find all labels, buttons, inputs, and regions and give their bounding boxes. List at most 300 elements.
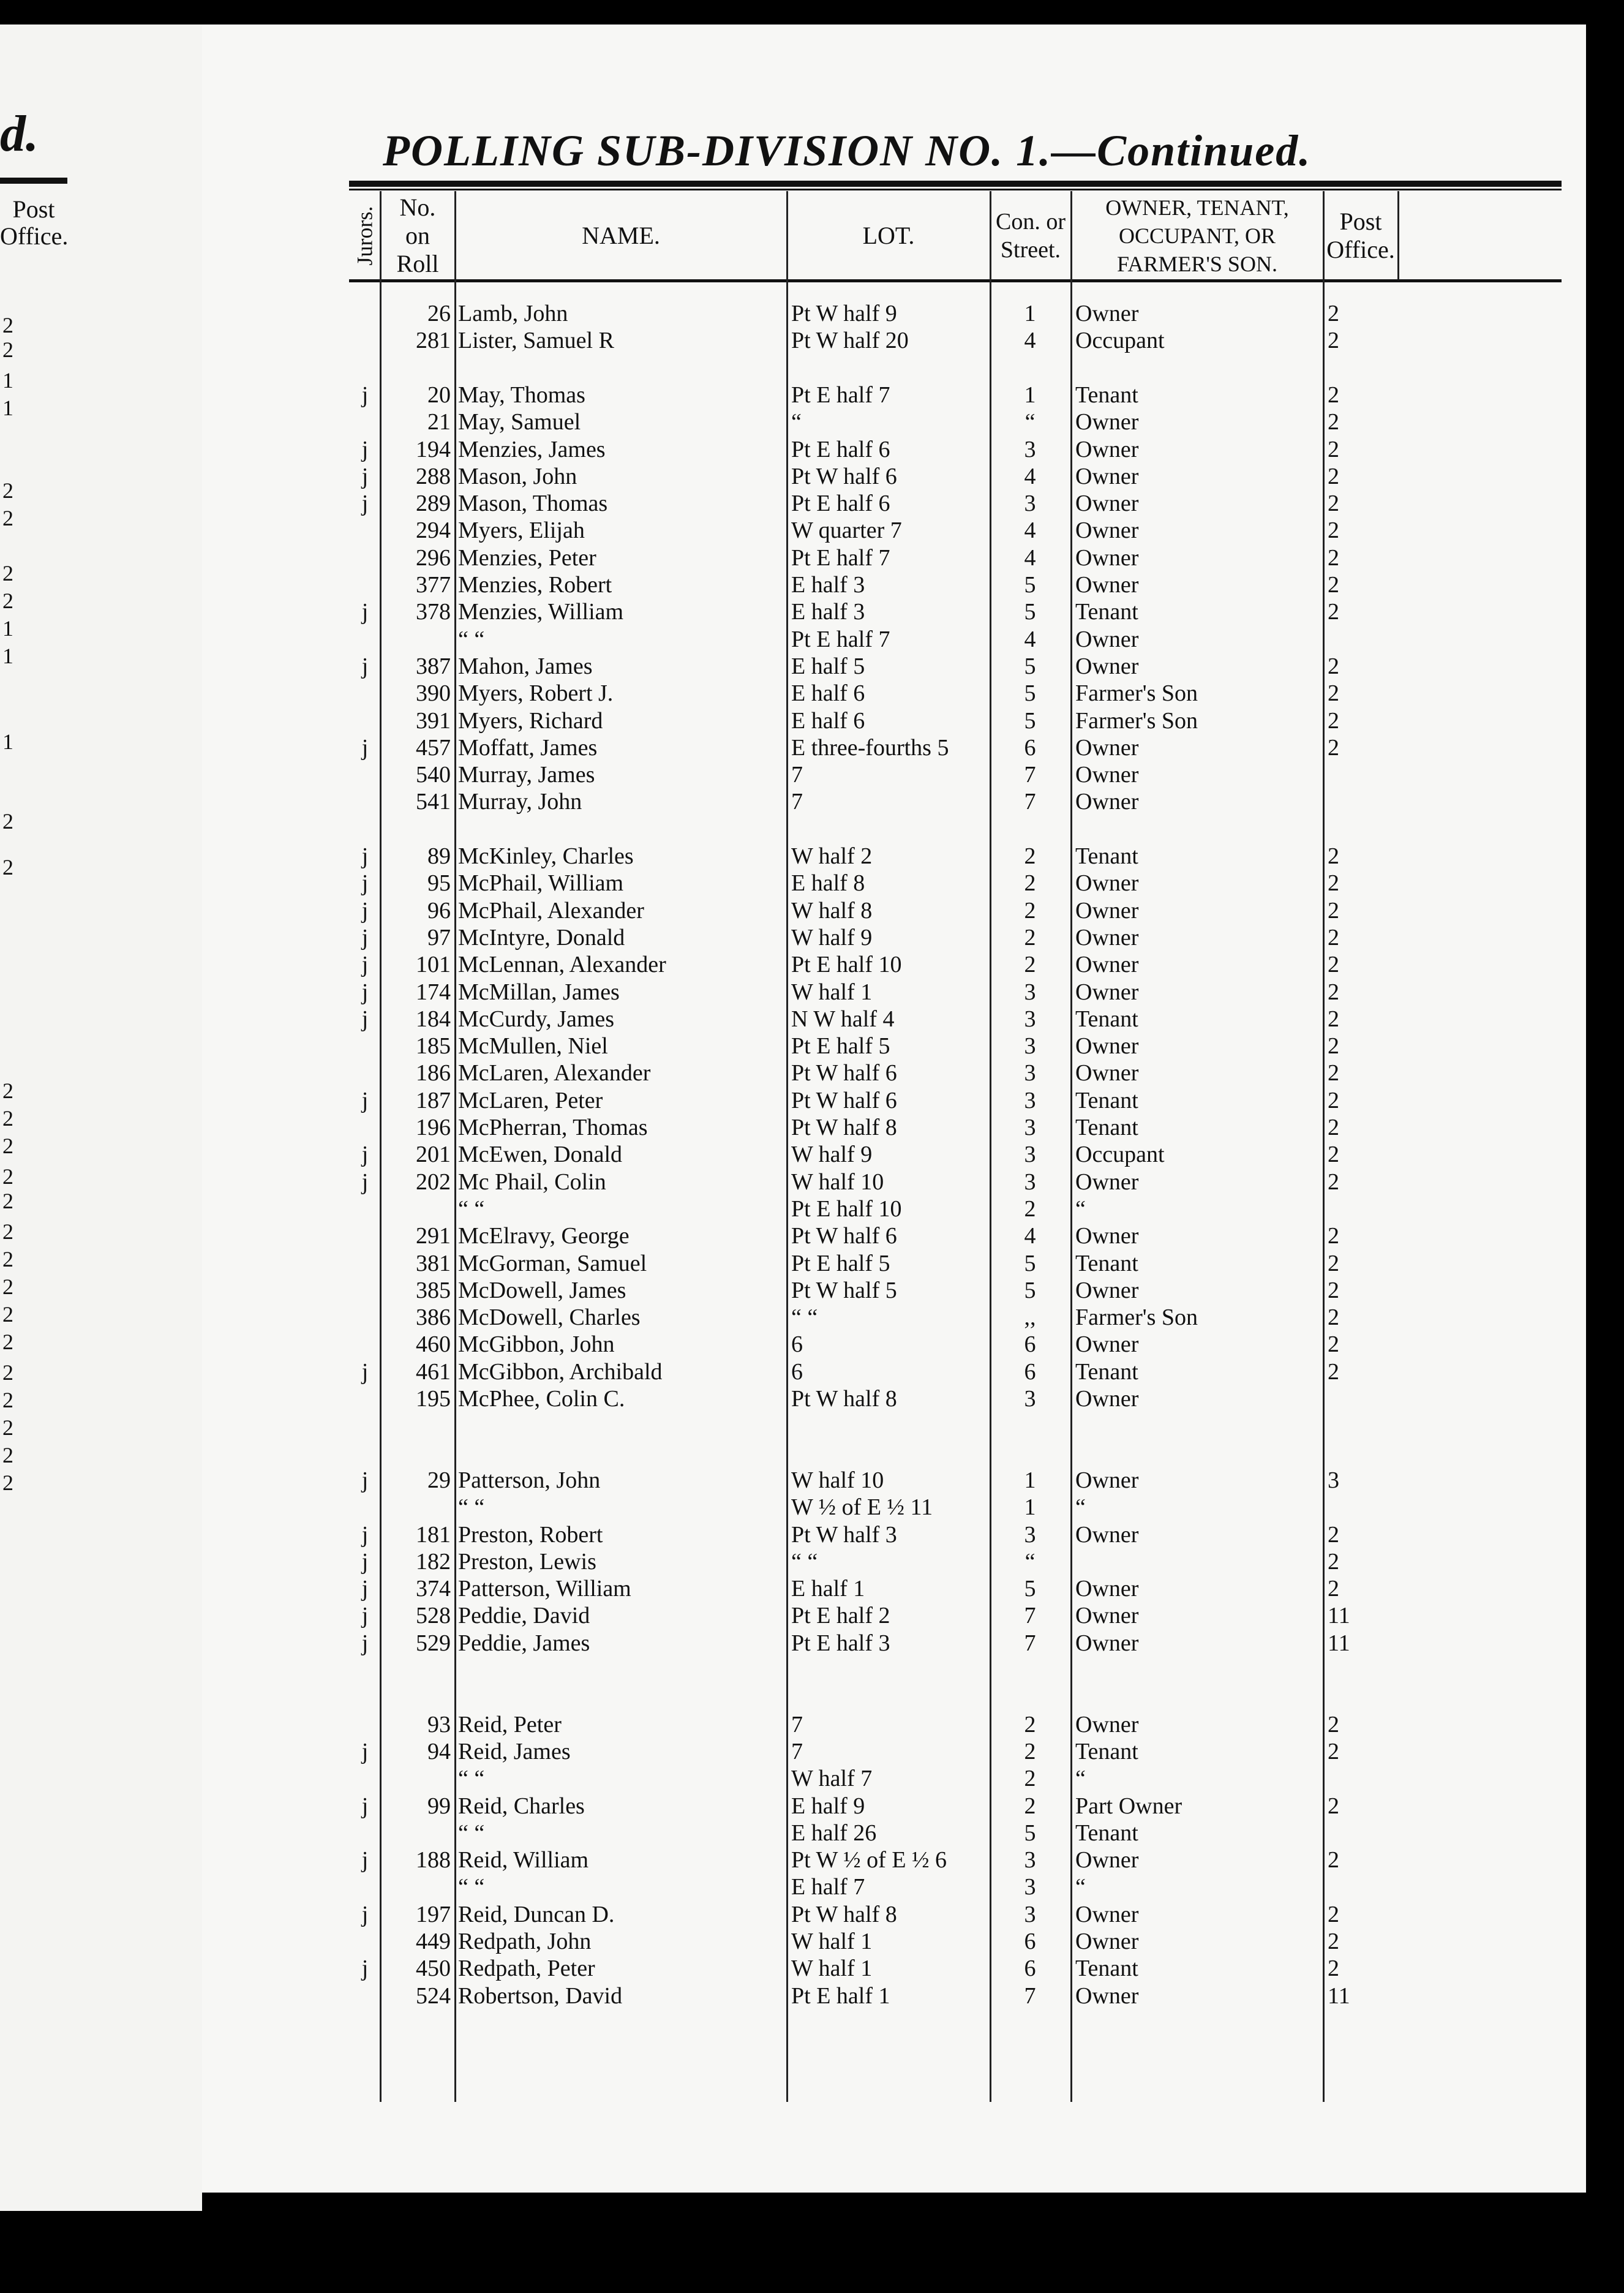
cell-lot: Pt W half 6 — [791, 1060, 897, 1086]
cell-lot: E half 6 — [791, 707, 865, 734]
cell-name: Mason, John — [458, 463, 577, 489]
cell-j: j — [361, 1793, 369, 1819]
cell-j: j — [361, 491, 369, 517]
cell-con: 6 — [1024, 1929, 1036, 1954]
cell-lot: Pt E half 6 — [791, 436, 890, 462]
cell-lot: Pt W half 20 — [791, 328, 909, 354]
cell-name: May, Samuel — [458, 409, 581, 435]
cell-j: j — [361, 1576, 369, 1602]
cell-po: 2 — [1328, 1901, 1339, 1927]
cell-j: j — [361, 1901, 369, 1927]
cell-owner: Tenant — [1075, 1358, 1138, 1385]
cell-con: 3 — [1024, 1386, 1036, 1412]
cell-name: Redpath, John — [458, 1929, 592, 1954]
cell-roll: 390 — [416, 680, 451, 707]
cell-roll: 201 — [416, 1142, 451, 1168]
cell-owner: “ — [1075, 1766, 1086, 1792]
cell-lot: Pt W half 6 — [791, 1087, 897, 1113]
cell-j: j — [361, 1358, 369, 1385]
cell-owner: Farmer's Son — [1075, 707, 1198, 734]
cell-roll: 528 — [416, 1603, 451, 1629]
cell-j: j — [361, 924, 369, 951]
header-name: NAME. — [582, 221, 660, 249]
cell-name: Mc Phail, Colin — [458, 1169, 606, 1195]
left-post-office-value: 2 — [2, 337, 13, 362]
left-post-office-value: 2 — [2, 1360, 13, 1385]
cell-po: 2 — [1328, 1331, 1339, 1358]
cell-po: 3 — [1328, 1467, 1339, 1493]
cell-lot: 7 — [791, 789, 803, 815]
cell-con: 5 — [1024, 1820, 1036, 1846]
cell-po: 2 — [1328, 382, 1339, 408]
cell-con: 6 — [1024, 734, 1036, 761]
cell-name: McElravy, George — [458, 1223, 630, 1249]
cell-j: j — [361, 843, 369, 869]
cell-j: j — [361, 653, 369, 679]
cell-roll: 450 — [416, 1956, 451, 1982]
cell-lot: E half 3 — [791, 599, 865, 625]
cell-po: 2 — [1328, 707, 1339, 734]
cell-roll: 187 — [416, 1087, 451, 1113]
cell-name: “ “ — [458, 1195, 485, 1222]
cell-name: McPherran, Thomas — [458, 1115, 648, 1140]
cell-lot: Pt E half 7 — [791, 382, 890, 408]
cell-name: Myers, Richard — [458, 707, 603, 734]
cell-con: ,, — [1024, 1305, 1036, 1331]
left-post-office-value: 2 — [2, 1443, 13, 1467]
cell-po: 2 — [1328, 680, 1339, 707]
cell-name: Reid, Duncan D. — [458, 1901, 615, 1927]
cell-lot: Pt E half 5 — [791, 1033, 890, 1060]
cell-lot: W half 1 — [791, 1956, 873, 1982]
left-title-fragment: d. — [0, 105, 39, 162]
cell-name: Patterson, William — [458, 1576, 631, 1602]
cell-j: j — [361, 1956, 369, 1982]
cell-con: 7 — [1024, 1630, 1036, 1656]
cell-name: McMullen, Niel — [458, 1033, 608, 1060]
cell-lot: “ — [791, 409, 802, 435]
cell-po: 2 — [1328, 1033, 1339, 1060]
cell-con: 4 — [1024, 544, 1036, 571]
cell-owner: Owner — [1075, 518, 1139, 544]
cell-roll: 95 — [427, 870, 451, 897]
cell-roll: 97 — [427, 924, 451, 951]
left-post-office-value: 2 — [2, 1134, 13, 1158]
cell-owner: Owner — [1075, 436, 1139, 462]
cell-j: j — [361, 979, 369, 1005]
left-post-office-value: 2 — [2, 506, 13, 530]
left-post-office-value: 1 — [2, 368, 13, 393]
cell-con: 6 — [1024, 1358, 1036, 1385]
left-post-office-value: 2 — [2, 809, 13, 834]
left-title-rule — [0, 178, 67, 184]
cell-name: Preston, Robert — [458, 1521, 603, 1548]
cell-j: j — [361, 734, 369, 761]
left-post-office-value: 2 — [2, 855, 13, 879]
cell-lot: E half 5 — [791, 653, 865, 679]
cell-name: McDowell, Charles — [458, 1305, 641, 1331]
cell-roll: 188 — [416, 1847, 451, 1873]
cell-name: Lister, Samuel R — [458, 328, 614, 354]
cell-lot: Pt W half 3 — [791, 1521, 897, 1548]
cell-po: 2 — [1328, 436, 1339, 462]
cell-name: Menzies, Robert — [458, 572, 612, 598]
cell-name: “ “ — [458, 1820, 485, 1846]
cell-j: j — [361, 1006, 369, 1032]
cell-owner: Owner — [1075, 734, 1139, 761]
cell-lot: E three-fourths 5 — [791, 734, 949, 761]
cell-con: 3 — [1024, 1006, 1036, 1032]
cell-con: 5 — [1024, 599, 1036, 625]
header-rule — [349, 279, 1562, 282]
cell-roll: 386 — [416, 1305, 451, 1331]
cell-roll: 381 — [416, 1250, 451, 1276]
left-post-office-value: 2 — [2, 589, 13, 613]
header-post-office: Post Office. — [1326, 207, 1395, 263]
cell-roll: 185 — [416, 1033, 451, 1060]
cell-con: 3 — [1024, 1847, 1036, 1873]
cell-j: j — [361, 1847, 369, 1873]
cell-lot: Pt E half 5 — [791, 1250, 890, 1276]
cell-con: “ — [1024, 409, 1036, 435]
cell-lot: W half 10 — [791, 1467, 884, 1493]
cell-lot: E half 9 — [791, 1793, 865, 1819]
cell-name: Reid, Peter — [458, 1711, 562, 1738]
cell-lot: Pt W half 6 — [791, 1223, 897, 1249]
cell-name: McLaren, Peter — [458, 1087, 603, 1113]
cell-con: 2 — [1024, 843, 1036, 869]
cell-j: j — [361, 952, 369, 978]
cell-con: 2 — [1024, 952, 1036, 978]
cell-po: 2 — [1328, 870, 1339, 897]
cell-lot: Pt E half 1 — [791, 1982, 890, 2009]
cell-name: “ “ — [458, 626, 485, 652]
cell-lot: W half 1 — [791, 979, 873, 1005]
cell-con: 3 — [1024, 1901, 1036, 1927]
cell-owner: Tenant — [1075, 1738, 1138, 1764]
cell-con: 7 — [1024, 762, 1036, 788]
cell-roll: 20 — [427, 382, 451, 408]
column-rule — [454, 191, 456, 2102]
cell-name: Murray, James — [458, 762, 595, 788]
cell-owner: Owner — [1075, 1277, 1139, 1303]
cell-owner: Tenant — [1075, 382, 1138, 408]
cell-con: “ — [1024, 1548, 1036, 1575]
cell-roll: 181 — [416, 1521, 451, 1548]
left-post-office-value: 2 — [2, 1302, 13, 1327]
left-page-fragment — [0, 24, 202, 2211]
cell-lot: W half 10 — [791, 1169, 884, 1195]
cell-name: McIntyre, Donald — [458, 924, 625, 951]
cell-name: McGibbon, John — [458, 1331, 615, 1358]
cell-j: j — [361, 1630, 369, 1656]
cell-roll: 186 — [416, 1060, 451, 1086]
cell-roll: 294 — [416, 518, 451, 544]
column-rule — [990, 191, 991, 2102]
cell-owner: Owner — [1075, 1386, 1139, 1412]
cell-roll: 457 — [416, 734, 451, 761]
cell-name: Myers, Elijah — [458, 518, 585, 544]
cell-owner: Owner — [1075, 491, 1139, 517]
cell-roll: 93 — [427, 1711, 451, 1738]
cell-lot: W half 7 — [791, 1766, 873, 1792]
left-post-office-value: 1 — [2, 616, 13, 641]
cell-con: 1 — [1024, 1467, 1036, 1493]
cell-lot: Pt E half 10 — [791, 952, 902, 978]
cell-owner: Owner — [1075, 1169, 1139, 1195]
left-post-office-value: 2 — [2, 1415, 13, 1440]
cell-con: 3 — [1024, 1169, 1036, 1195]
cell-owner: Farmer's Son — [1075, 1305, 1198, 1331]
cell-lot: Pt E half 7 — [791, 626, 890, 652]
cell-po: 2 — [1328, 1956, 1339, 1982]
cell-name: McCurdy, James — [458, 1006, 615, 1032]
cell-lot: Pt W half 9 — [791, 301, 897, 326]
cell-name: Lamb, John — [458, 301, 568, 326]
cell-owner: Occupant — [1075, 328, 1165, 354]
left-post-office-value: 1 — [2, 396, 13, 420]
cell-owner: Owner — [1075, 626, 1139, 652]
cell-po: 2 — [1328, 518, 1339, 544]
cell-con: 5 — [1024, 707, 1036, 734]
cell-po: 2 — [1328, 1006, 1339, 1032]
cell-con: 2 — [1024, 1738, 1036, 1764]
cell-po: 2 — [1328, 1521, 1339, 1548]
cell-con: 3 — [1024, 1087, 1036, 1113]
cell-owner: Tenant — [1075, 843, 1138, 869]
cell-po: 2 — [1328, 1358, 1339, 1385]
cell-roll: 202 — [416, 1169, 451, 1195]
cell-con: 3 — [1024, 436, 1036, 462]
cell-con: 4 — [1024, 328, 1036, 354]
cell-owner: Owner — [1075, 1576, 1139, 1602]
cell-j: j — [361, 1142, 369, 1168]
cell-con: 5 — [1024, 1277, 1036, 1303]
cell-owner: Owner — [1075, 1060, 1139, 1086]
cell-name: May, Thomas — [458, 382, 585, 408]
cell-con: 3 — [1024, 491, 1036, 517]
cell-name: McLaren, Alexander — [458, 1060, 651, 1086]
cell-owner: Owner — [1075, 1982, 1139, 2009]
cell-con: 2 — [1024, 1793, 1036, 1819]
cell-owner: Owner — [1075, 1630, 1139, 1656]
cell-owner: Owner — [1075, 1847, 1139, 1873]
cell-roll: 94 — [427, 1738, 451, 1764]
cell-roll: 449 — [416, 1929, 451, 1954]
cell-po: 2 — [1328, 328, 1339, 354]
cell-owner: Owner — [1075, 897, 1139, 924]
cell-con: 1 — [1024, 1494, 1036, 1521]
cell-po: 2 — [1328, 544, 1339, 571]
cell-name: Reid, William — [458, 1847, 589, 1873]
cell-con: 3 — [1024, 1874, 1036, 1900]
cell-lot: W half 9 — [791, 924, 873, 951]
cell-roll: 385 — [416, 1277, 451, 1303]
cell-po: 2 — [1328, 1576, 1339, 1602]
cell-lot: E half 26 — [791, 1820, 877, 1846]
cell-name: Preston, Lewis — [458, 1548, 596, 1575]
cell-po: 11 — [1328, 1603, 1350, 1629]
cell-con: 3 — [1024, 1142, 1036, 1168]
cell-name: Murray, John — [458, 789, 582, 815]
cell-owner: Owner — [1075, 952, 1139, 978]
cell-roll: 291 — [416, 1223, 451, 1249]
cell-roll: 460 — [416, 1331, 451, 1358]
cell-owner: Owner — [1075, 1331, 1139, 1358]
cell-name: McGibbon, Archibald — [458, 1358, 663, 1385]
cell-po: 2 — [1328, 572, 1339, 598]
cell-con: 4 — [1024, 1223, 1036, 1249]
cell-con: 3 — [1024, 1033, 1036, 1060]
header-jurors: Jurors. — [352, 206, 377, 265]
cell-po: 2 — [1328, 599, 1339, 625]
right-page — [202, 24, 1586, 2193]
cell-owner: Tenant — [1075, 1956, 1138, 1982]
cell-roll: 21 — [427, 409, 451, 435]
cell-roll: 524 — [416, 1982, 451, 2009]
cell-name: McKinley, Charles — [458, 843, 634, 869]
cell-con: 3 — [1024, 1115, 1036, 1140]
cell-owner: Tenant — [1075, 1006, 1138, 1032]
cell-con: 3 — [1024, 1060, 1036, 1086]
cell-owner: Owner — [1075, 1467, 1139, 1493]
cell-con: 2 — [1024, 1766, 1036, 1792]
cell-lot: Pt E half 7 — [791, 544, 890, 571]
cell-roll: 296 — [416, 544, 451, 571]
cell-con: 5 — [1024, 572, 1036, 598]
cell-roll: 101 — [416, 952, 451, 978]
cell-roll: 196 — [416, 1115, 451, 1140]
cell-roll: 541 — [416, 789, 451, 815]
title-rule — [349, 181, 1562, 187]
cell-lot: W half 8 — [791, 897, 873, 924]
column-rule — [786, 191, 788, 2102]
cell-owner: Owner — [1075, 653, 1139, 679]
left-post-office-value: 2 — [2, 313, 13, 337]
left-post-office-value: 2 — [2, 1275, 13, 1299]
cell-con: 2 — [1024, 870, 1036, 897]
cell-con: 4 — [1024, 626, 1036, 652]
cell-con: 5 — [1024, 680, 1036, 707]
cell-owner: Tenant — [1075, 1115, 1138, 1140]
cell-po: 2 — [1328, 1738, 1339, 1764]
cell-roll: 182 — [416, 1548, 451, 1575]
cell-roll: 387 — [416, 653, 451, 679]
cell-owner: Owner — [1075, 870, 1139, 897]
cell-j: j — [361, 1738, 369, 1764]
left-post-office-value: 2 — [2, 1189, 13, 1213]
cell-con: 5 — [1024, 1250, 1036, 1276]
cell-owner: Owner — [1075, 1929, 1139, 1954]
cell-po: 2 — [1328, 843, 1339, 869]
cell-con: 1 — [1024, 382, 1036, 408]
cell-j: j — [361, 1087, 369, 1113]
cell-roll: 194 — [416, 436, 451, 462]
cell-roll: 29 — [427, 1467, 451, 1493]
cell-lot: W half 9 — [791, 1142, 873, 1168]
cell-po: 2 — [1328, 1305, 1339, 1331]
left-post-office-value: 2 — [2, 1079, 13, 1103]
cell-owner: Owner — [1075, 301, 1139, 326]
cell-j: j — [361, 436, 369, 462]
cell-lot: 7 — [791, 1711, 803, 1738]
cell-name: Peddie, David — [458, 1603, 590, 1629]
cell-roll: 174 — [416, 979, 451, 1005]
cell-owner: Owner — [1075, 762, 1139, 788]
cell-po: 2 — [1328, 409, 1339, 435]
cell-lot: Pt W half 6 — [791, 463, 897, 489]
cell-lot: Pt W ½ of E ½ 6 — [791, 1847, 947, 1873]
header-lot: LOT. — [862, 221, 915, 249]
cell-owner: Farmer's Son — [1075, 680, 1198, 707]
cell-name: Mahon, James — [458, 653, 593, 679]
cell-roll: 89 — [427, 843, 451, 869]
cell-lot: 6 — [791, 1331, 803, 1358]
cell-lot: W half 2 — [791, 843, 873, 869]
cell-roll: 540 — [416, 762, 451, 788]
cell-lot: Pt W half 5 — [791, 1277, 897, 1303]
cell-j: j — [361, 463, 369, 489]
cell-roll: 184 — [416, 1006, 451, 1032]
left-post-office-value: 2 — [2, 1470, 13, 1495]
left-post-office-value: 2 — [2, 1330, 13, 1354]
cell-lot: 7 — [791, 1738, 803, 1764]
cell-owner: Owner — [1075, 1033, 1139, 1060]
cell-lot: “ “ — [791, 1305, 818, 1331]
cell-con: 3 — [1024, 979, 1036, 1005]
cell-j: j — [361, 1603, 369, 1629]
header-owner: OWNER, TENANT, OCCUPANT, OR FARMER'S SON. — [1105, 195, 1289, 276]
cell-name: Myers, Robert J. — [458, 680, 614, 707]
cell-owner: Owner — [1075, 1603, 1139, 1629]
cell-lot: “ “ — [791, 1548, 818, 1575]
cell-con: 1 — [1024, 301, 1036, 326]
cell-con: 2 — [1024, 897, 1036, 924]
left-post-office-value: 2 — [2, 1164, 13, 1189]
cell-name: Redpath, Peter — [458, 1956, 595, 1982]
cell-roll: 288 — [416, 463, 451, 489]
left-post-office-value: 1 — [2, 644, 13, 668]
cell-name: McMillan, James — [458, 979, 620, 1005]
cell-j: j — [361, 1169, 369, 1195]
cell-owner: Owner — [1075, 979, 1139, 1005]
cell-name: McLennan, Alexander — [458, 952, 666, 978]
cell-po: 2 — [1328, 979, 1339, 1005]
left-post-office-value: 2 — [2, 1106, 13, 1131]
cell-po: 2 — [1328, 924, 1339, 951]
cell-j: j — [361, 1521, 369, 1548]
cell-po: 2 — [1328, 1548, 1339, 1575]
cell-owner: “ — [1075, 1195, 1086, 1222]
cell-roll: 461 — [416, 1358, 451, 1385]
cell-po: 2 — [1328, 1277, 1339, 1303]
cell-lot: Pt E half 6 — [791, 491, 890, 517]
cell-po: 2 — [1328, 1929, 1339, 1954]
cell-j: j — [361, 1548, 369, 1575]
cell-roll: 289 — [416, 491, 451, 517]
cell-con: 7 — [1024, 789, 1036, 815]
cell-po: 2 — [1328, 1711, 1339, 1738]
cell-con: 5 — [1024, 1576, 1036, 1602]
column-rule — [1070, 191, 1072, 2102]
cell-lot: Pt E half 2 — [791, 1603, 890, 1629]
left-post-office-value: 2 — [2, 1388, 13, 1412]
cell-owner: Owner — [1075, 1711, 1139, 1738]
cell-roll: 391 — [416, 707, 451, 734]
cell-name: Menzies, James — [458, 436, 606, 462]
cell-owner: Tenant — [1075, 1250, 1138, 1276]
cell-roll: 195 — [416, 1386, 451, 1412]
